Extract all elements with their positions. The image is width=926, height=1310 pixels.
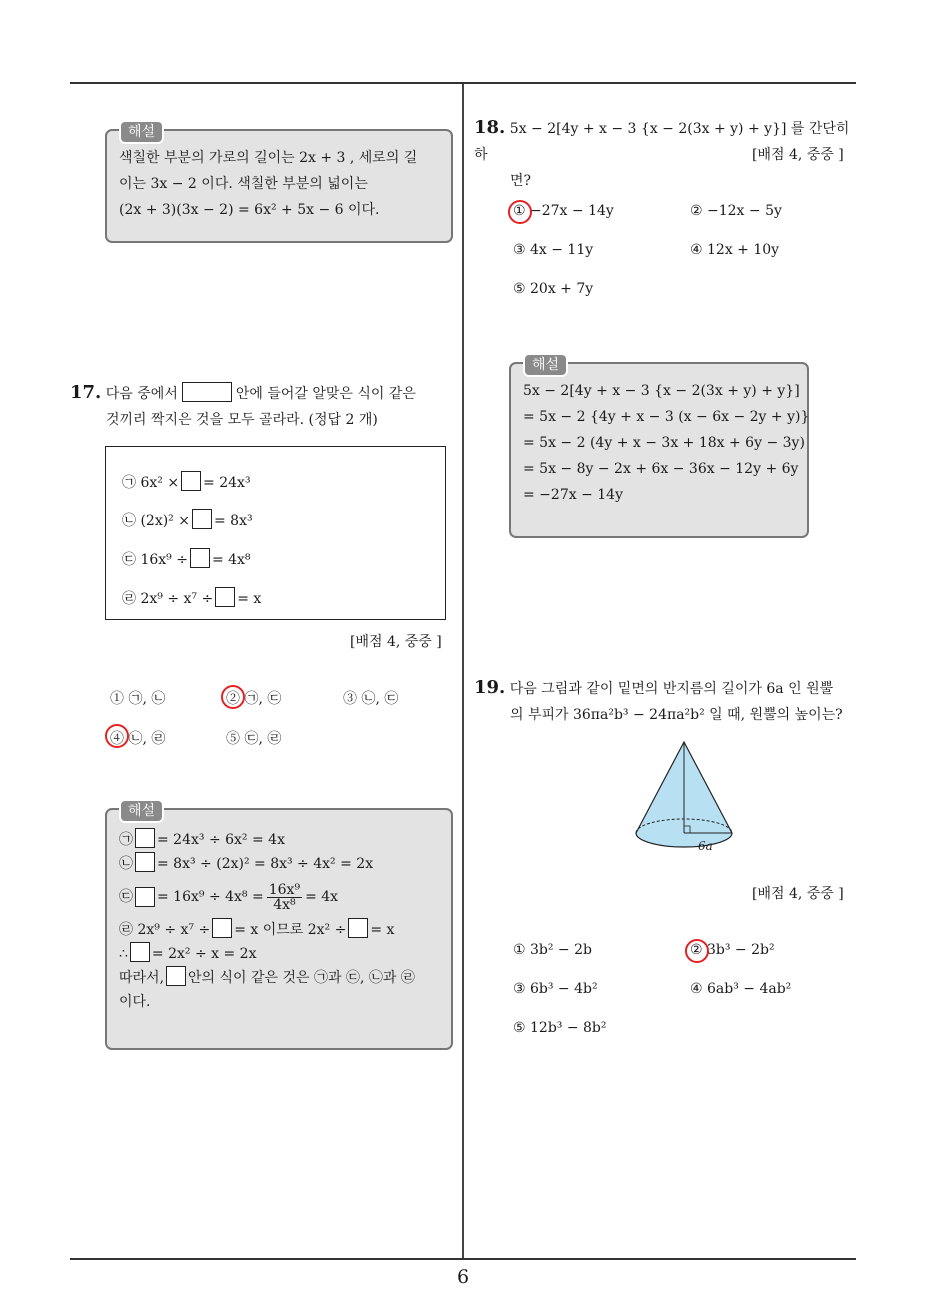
q19-option-4[interactable]: ④ 6ab³ − 4ab² bbox=[690, 981, 792, 997]
q18-option-5[interactable]: ⑤ 20x + 7y bbox=[513, 281, 594, 297]
q18-text-a: 5x − 2[4y + x − 3 {x − 2(3x + y) + y}] 를 간단히 하 bbox=[474, 121, 850, 163]
q19-option-2[interactable]: ② 3b³ − 2b² bbox=[690, 942, 775, 958]
question-19-text bbox=[474, 675, 864, 728]
solution-16-line-1: 색칠한 부분의 가로의 길이는 2x + 3 , 세로의 길 bbox=[119, 150, 418, 166]
blank-box bbox=[348, 918, 368, 938]
cone-figure bbox=[632, 738, 736, 858]
solution-17-line-2: ㉡ = 8x³ ÷ (2x)² = 8x³ ÷ 4x² = 2x bbox=[119, 852, 439, 876]
solution-17-box bbox=[105, 803, 453, 1050]
question-18-meta: [배점 4, 중중 ] bbox=[752, 147, 844, 163]
q18-option-1[interactable]: ① −27x − 14y bbox=[513, 203, 614, 219]
blank-box bbox=[135, 852, 155, 872]
q19-text-a: 다음 그림과 같이 밑면의 반지름의 길이가 6a 인 원뿔 bbox=[509, 681, 834, 697]
fraction: $\frac{\text{16x⁹}}{\text{4x⁸}}$ bbox=[268, 881, 301, 913]
solution-17-line-6: 따라서, 안의 식이 같은 것은 ㉠과 ㉢, ㉡과 ㉣ bbox=[119, 966, 439, 990]
q17-option-2[interactable]: ② ㉠, ㉢ bbox=[226, 691, 282, 707]
solution-16-line-2: 이는 3x − 2 이다. 색칠한 부분의 넓이는 bbox=[119, 176, 368, 192]
blank-box bbox=[135, 887, 155, 907]
solution-tag: 해설 bbox=[523, 353, 568, 377]
blank-box bbox=[182, 382, 232, 402]
solution-17-line-4: ㉣ 2x⁹ ÷ x⁷ ÷ = x 이므로 2x² ÷ = x bbox=[119, 918, 439, 942]
solution-18-box bbox=[509, 357, 810, 538]
solution-18-line-2: = 5x − 2 {4y + x − 3 (x − 6x − 2y + y)} bbox=[523, 409, 810, 425]
solution-18-line-3: = 5x − 2 (4y + x − 3x + 18x + 6y − 3y) bbox=[523, 435, 805, 451]
column-divider bbox=[462, 84, 464, 1258]
solution-tag: 해설 bbox=[119, 120, 164, 144]
solution-17-line-1: ㉠ = 24x³ ÷ 6x² = 4x bbox=[119, 828, 439, 852]
q17-option-5[interactable]: ⑤ ㉢, ㉣ bbox=[226, 731, 282, 747]
question-17-number: 17. bbox=[70, 382, 102, 403]
q18-option-4[interactable]: ④ 12x + 10y bbox=[690, 242, 780, 258]
blank-box bbox=[166, 966, 186, 986]
item-4: ㉣ 2x⁹ ÷ x⁷ ÷ = x bbox=[122, 587, 261, 608]
page-number: 6 bbox=[456, 1266, 470, 1288]
q17-text-c: 것끼리 짝지은 것을 모두 골라라. (정답 2 개) bbox=[106, 412, 378, 428]
solution-16-line-3: (2x + 3)(3x − 2) = 6x² + 5x − 6 이다. bbox=[119, 202, 380, 218]
blank-box bbox=[192, 509, 212, 529]
answer-mark-q19-2 bbox=[685, 939, 709, 963]
solution-18-line-1: 5x − 2[4y + x − 3 {x − 2(3x + y) + y}] bbox=[523, 383, 800, 399]
question-17-text bbox=[70, 380, 460, 433]
q17-option-4[interactable]: ④ ㉡, ㉣ bbox=[110, 731, 166, 747]
blank-box bbox=[181, 471, 201, 491]
answer-mark-q17-4 bbox=[105, 724, 129, 748]
q19-option-5[interactable]: ⑤ 12b³ − 8b² bbox=[513, 1020, 607, 1036]
solution-16-box bbox=[105, 124, 453, 243]
solution-tag: 해설 bbox=[119, 799, 164, 823]
q19-option-1[interactable]: ① 3b² − 2b bbox=[513, 942, 592, 958]
q17-option-3[interactable]: ③ ㉡, ㉢ bbox=[343, 691, 399, 707]
question-17-items-box bbox=[105, 446, 446, 620]
bottom-rule bbox=[70, 1258, 856, 1260]
q17-option-1[interactable]: ① ㉠, ㉡ bbox=[110, 691, 166, 707]
question-19-number: 19. bbox=[474, 677, 506, 698]
radius-label: 6a bbox=[698, 839, 713, 853]
question-17-meta: [배점 4, 중중 ] bbox=[350, 634, 442, 650]
q18-text-b: 면? bbox=[510, 173, 532, 189]
solution-17-line-3: ㉢ = 16x⁹ ÷ 4x⁸ = $\frac{\text{16x⁹}}{\text{4x⁸}}$ = 4x bbox=[119, 881, 339, 913]
q19-option-3[interactable]: ③ 6b³ − 4b² bbox=[513, 981, 598, 997]
item-2: ㉡ (2x)² × = 8x³ bbox=[122, 509, 253, 530]
q17-text-b: 안에 들어갈 알맞은 식이 같은 bbox=[235, 386, 416, 402]
q19-text-b: 의 부피가 36πa²b³ − 24πa²b² 일 때, 원뿔의 높이는? bbox=[510, 707, 843, 723]
item-3: ㉢ 16x⁹ ÷ = 4x⁸ bbox=[122, 548, 251, 569]
answer-mark-q18-1 bbox=[508, 200, 532, 224]
blank-box bbox=[215, 587, 235, 607]
solution-18-line-5: = −27x − 14y bbox=[523, 487, 623, 503]
question-19-meta: [배점 4, 중중 ] bbox=[752, 886, 844, 902]
item-1: ㉠ 6x² × = 24x³ bbox=[122, 471, 251, 492]
question-18-number: 18. bbox=[474, 117, 506, 138]
blank-box bbox=[135, 828, 155, 848]
answer-mark-q17-2 bbox=[221, 685, 245, 709]
q18-option-2[interactable]: ② −12x − 5y bbox=[690, 203, 782, 219]
solution-18-line-4: = 5x − 8y − 2x + 6x − 36x − 12y + 6y bbox=[523, 461, 799, 477]
solution-17-line-7: 이다. bbox=[119, 994, 151, 1010]
blank-box bbox=[212, 918, 232, 938]
solution-17-line-5: ∴ = 2x² ÷ x = 2x bbox=[119, 942, 439, 966]
q17-text-a: 다음 중에서 bbox=[105, 386, 178, 402]
q18-option-3[interactable]: ③ 4x − 11y bbox=[513, 242, 594, 258]
blank-box bbox=[130, 942, 150, 962]
blank-box bbox=[190, 548, 210, 568]
